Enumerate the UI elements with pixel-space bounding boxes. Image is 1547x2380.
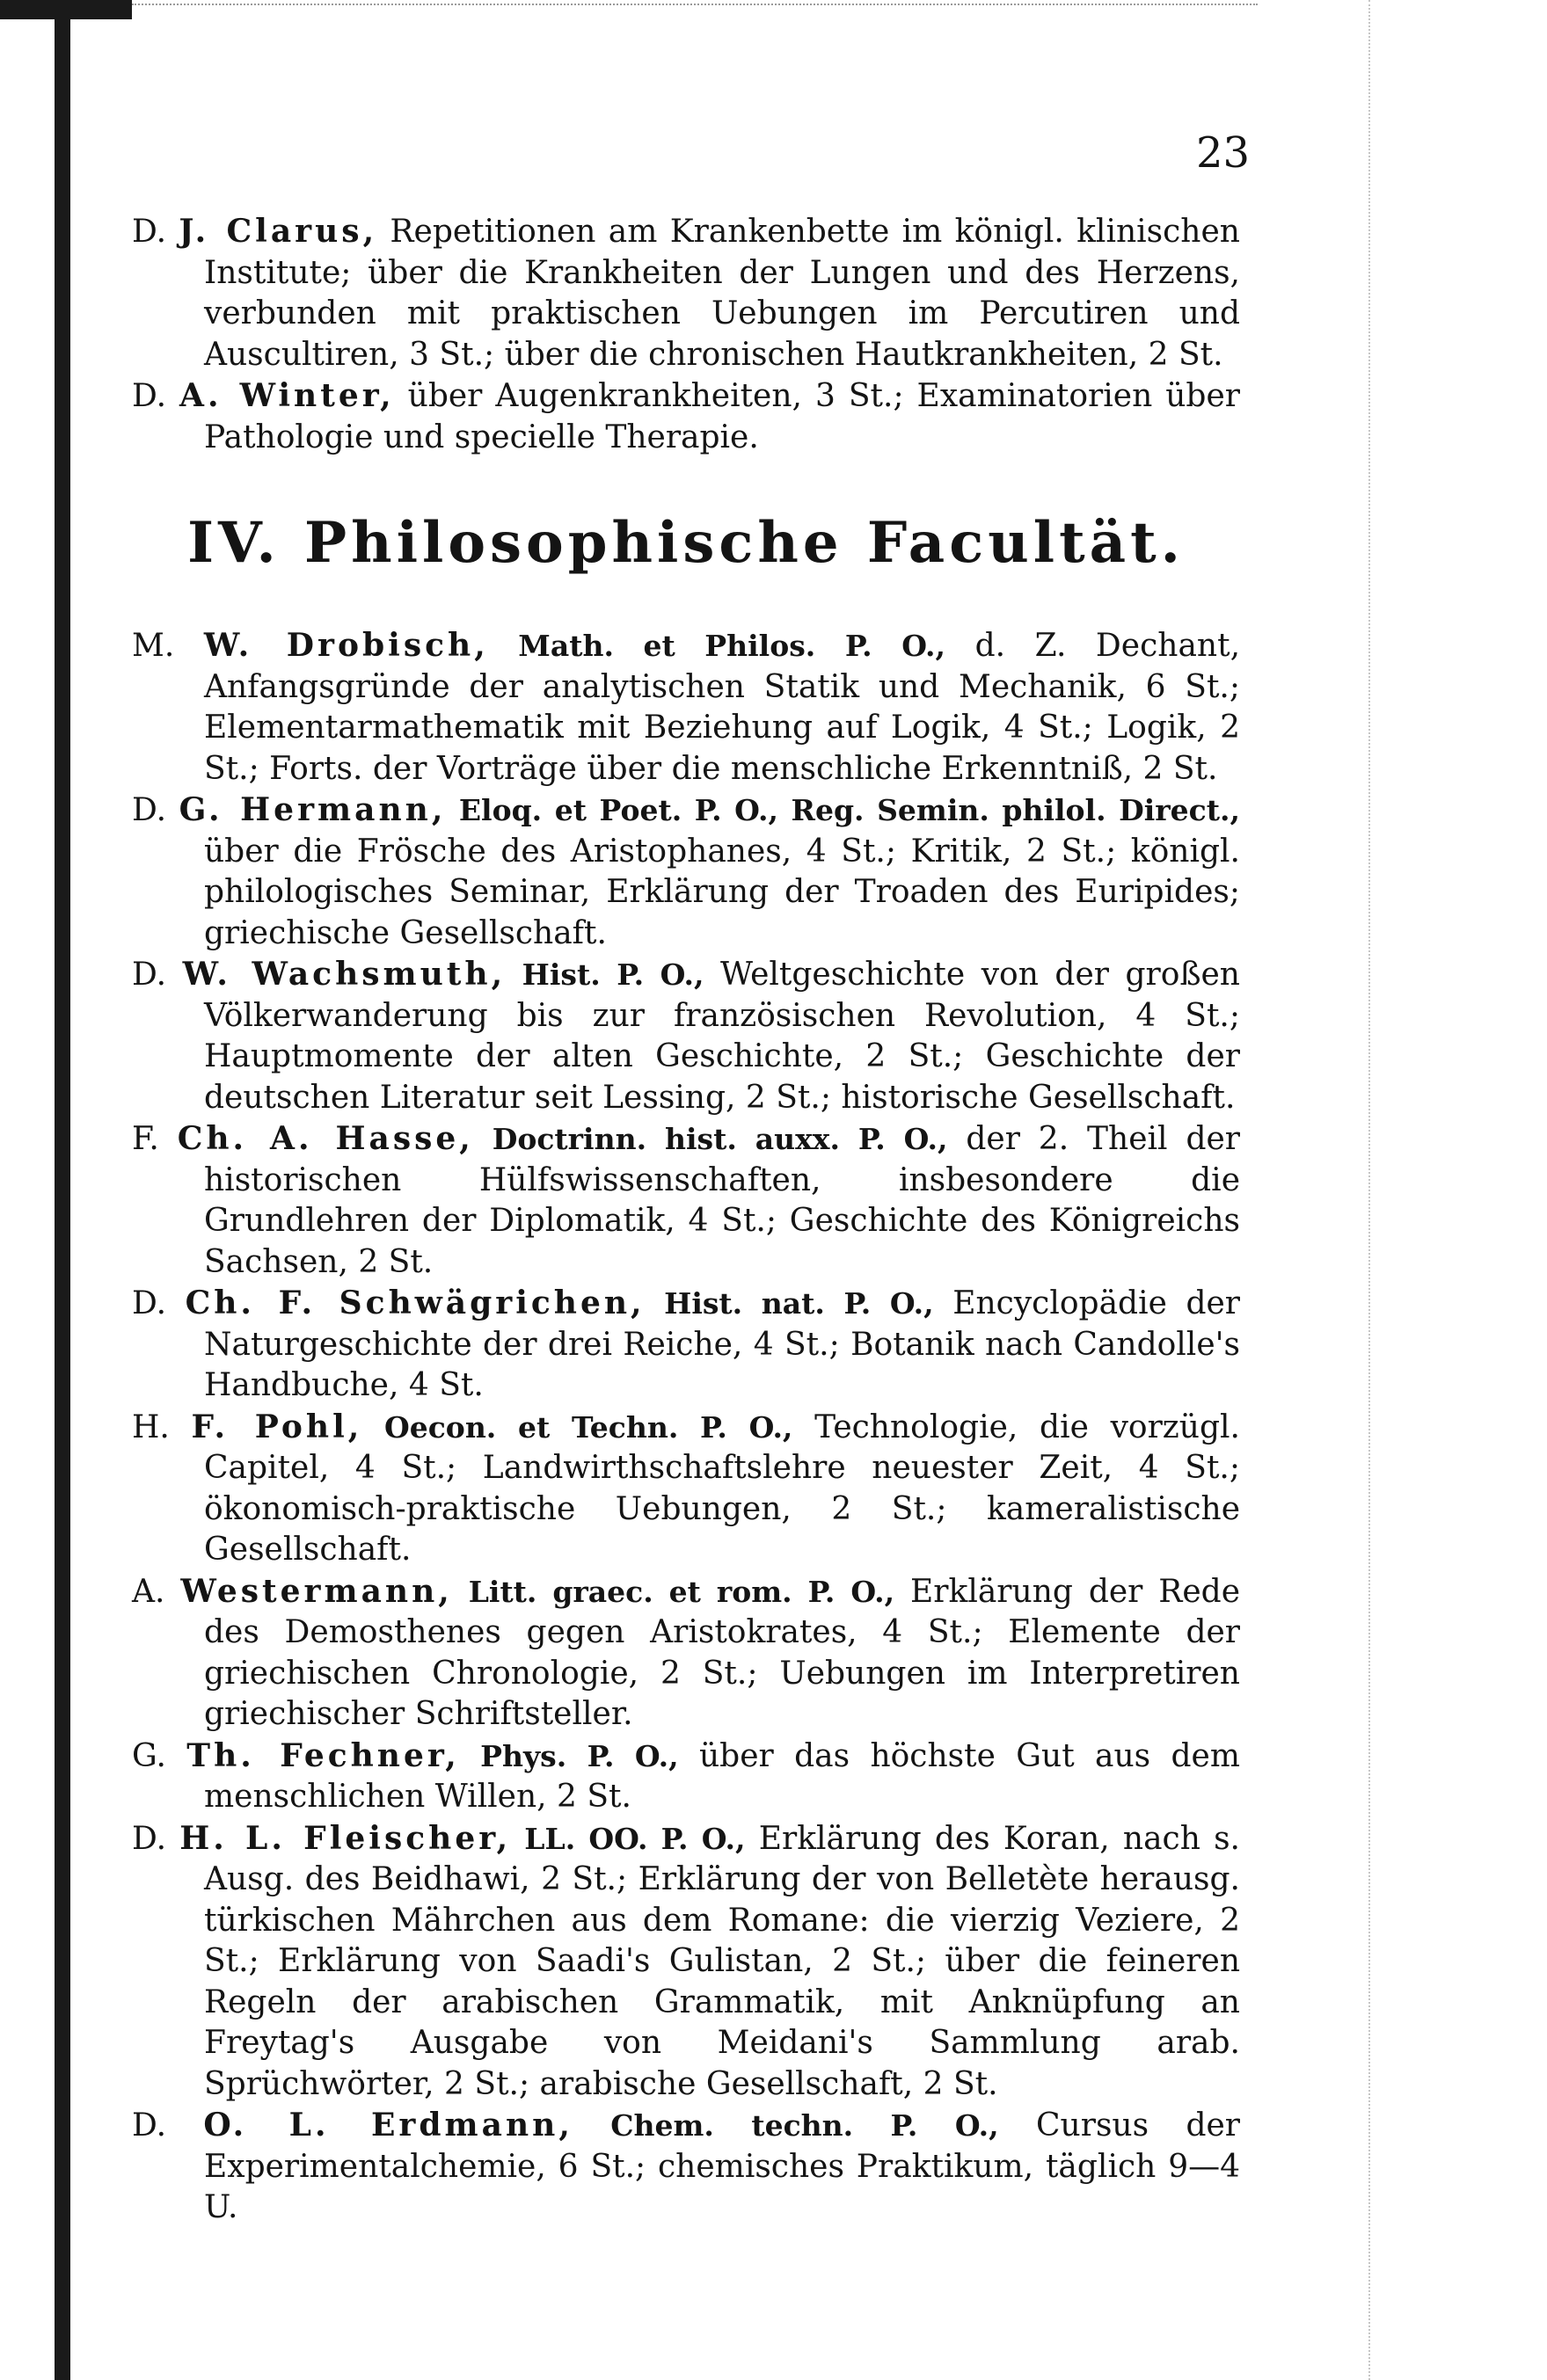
entry-name: A. Winter, — [179, 377, 395, 414]
entry-lead: H. — [132, 1408, 170, 1445]
entry-name: Ch. F. Schwägrichen, — [185, 1285, 646, 1322]
entry-body: Weltgeschichte von der großen Völkerwanderung bis zur französischen Revolution, 4 St.; Hauptmomente der alten Geschichte, 2 St.; Geschichte der deutschen Literatur seit Lessing, 2 St.; historische Gesellschaft. — [204, 957, 1240, 1116]
page-right-edge — [1368, 0, 1370, 2380]
list-item — [132, 954, 1240, 1118]
entry-lead: D. — [132, 1820, 167, 1857]
entry-title: Hist. nat. P. O., — [664, 1286, 934, 1321]
entry-title: Eloq. et Poet. P. O., Reg. Semin. philol. Direct., — [458, 793, 1240, 828]
entry-title: Doctrinn. hist. auxx. P. O., — [492, 1122, 948, 1157]
entry-name: F. Pohl, — [191, 1408, 363, 1445]
entry-body: über das höchste Gut aus dem menschlichen Willen, 2 St. — [204, 1737, 1240, 1816]
list-item — [132, 375, 1240, 458]
list-item — [132, 1736, 1240, 1818]
entry-body: d. Z. Dechant, Anfangsgründe der analytischen Statik und Mechanik, 6 St.; Elementarmathematik mit Beziehung auf Logik, 4 St.; Logik, 2 St.; Forts. der Vorträge über die menschliche Erkenntniß, 2 St. — [204, 628, 1241, 787]
entry-title: Litt. graec. et rom. P. O., — [468, 1574, 895, 1609]
list-item — [132, 1118, 1240, 1283]
entry-lead: A. — [132, 1573, 165, 1610]
entry-name: W. Wachsmuth, — [182, 956, 507, 993]
entry-title: Math. et Philos. P. O., — [518, 629, 946, 664]
list-item — [132, 1283, 1240, 1407]
entry-name: W. Drobisch, — [203, 627, 489, 665]
list-item — [132, 211, 1240, 375]
list-item — [132, 1407, 1240, 1571]
entry-lead: D. — [132, 378, 167, 414]
entry-body: Technologie, die vorzügl. Capitel, 4 St.; Landwirthschaftslehre neuester Zeit, 4 St.; ökonomisch-praktische Uebungen, 2 St.; kameralistische Gesellschaft. — [204, 1408, 1240, 1568]
entry-name: J. Clarus, — [179, 213, 378, 250]
entry-lead: D. — [132, 2107, 167, 2144]
entry-body: über Augenkrankheiten, 3 St.; Examinatorien über Pathologie und specielle Therapie. — [204, 378, 1240, 455]
list-item — [132, 625, 1240, 790]
entry-lead: G. — [132, 1737, 166, 1774]
medical-faculty-continuation — [132, 211, 1240, 458]
list-item — [132, 790, 1240, 954]
philosophical-faculty-list — [132, 625, 1240, 2229]
entry-name: Ch. A. Hasse, — [177, 1120, 474, 1158]
section-heading: IV. Philosophische Facultät. — [187, 510, 1185, 576]
entry-body: Cursus der Experimentalchemie, 6 St.; chemisches Praktikum, täglich 9—4 U. — [204, 2107, 1241, 2226]
entry-title: LL. OO. P. O., — [524, 1821, 746, 1856]
entry-name: Westermann, — [180, 1572, 453, 1610]
entry-title: Phys. P. O., — [480, 1738, 679, 1773]
entry-name: Th. Fechner, — [186, 1736, 460, 1774]
entry-name: G. Hermann, — [179, 791, 447, 829]
entry-title: Chem. techn. P. O., — [610, 2108, 999, 2143]
list-item — [132, 1818, 1240, 2106]
page-top-edge — [132, 4, 1258, 5]
page-content — [132, 211, 1240, 2229]
entry-lead: D. — [132, 792, 167, 829]
entry-body: Erklärung der Rede des Demosthenes gegen Aristokrates, 4 St.; Elemente der griechischen Chronologie, 2 St.; Uebungen im Interpretiren griechischer Schriftsteller. — [204, 1573, 1241, 1733]
entry-body: der 2. Theil der historischen Hülfswissenschaften, insbesondere die Grundlehren der Diplomatik, 4 St.; Geschichte des Königreichs Sachsen, 2 St. — [204, 1121, 1241, 1280]
binding-edge — [55, 0, 70, 2380]
entry-body: Erklärung des Koran, nach s. Ausg. des Beidhawi, 2 St.; Erklärung der von Belletète herausg. türkischen Mährchen aus dem Romane: die vierzig Veziere, 2 St.; Erklärung von Saadi's Gulistan, 2 St.; über die feineren Regeln der arabischen Grammatik, mit Anknüpfung an Freytag's Ausgabe von Meidani's Sammlung arab. Sprüchwörter, 2 St.; arabische Gesellschaft, 2 St. — [204, 1820, 1240, 2102]
entry-body: über die Frösche des Aristophanes, 4 St.; Kritik, 2 St.; königl. philologisches Seminar, Erklärung der Troaden des Euripides; griechische Gesellschaft. — [204, 833, 1240, 951]
entry-lead: D. — [132, 214, 167, 250]
entry-lead: D. — [132, 1285, 167, 1322]
page-number: 23 — [1196, 128, 1251, 178]
entry-title: Hist. P. O., — [522, 957, 704, 993]
entry-lead: D. — [132, 957, 167, 993]
entry-name: H. L. Fleischer, — [179, 1819, 512, 1857]
entry-lead: F. — [132, 1121, 159, 1158]
entry-body: Encyclopädie der Naturgeschichte der drei Reiche, 4 St.; Botanik nach Candolle's Handbuche, 4 St. — [204, 1285, 1241, 1404]
list-item — [132, 1571, 1240, 1736]
list-item — [132, 2105, 1240, 2229]
entry-lead: M. — [132, 628, 175, 665]
entry-title: Oecon. et Techn. P. O., — [383, 1409, 793, 1445]
entry-body: Repetitionen am Krankenbette im königl. klinischen Institute; über die Krankheiten der Lungen und des Herzens, verbunden mit praktischen Uebungen im Percutiren und Auscultiren, 3 St.; über die chronischen Hautkrankheiten, 2 St. — [204, 214, 1240, 373]
entry-name: O. L. Erdmann, — [203, 2107, 573, 2144]
